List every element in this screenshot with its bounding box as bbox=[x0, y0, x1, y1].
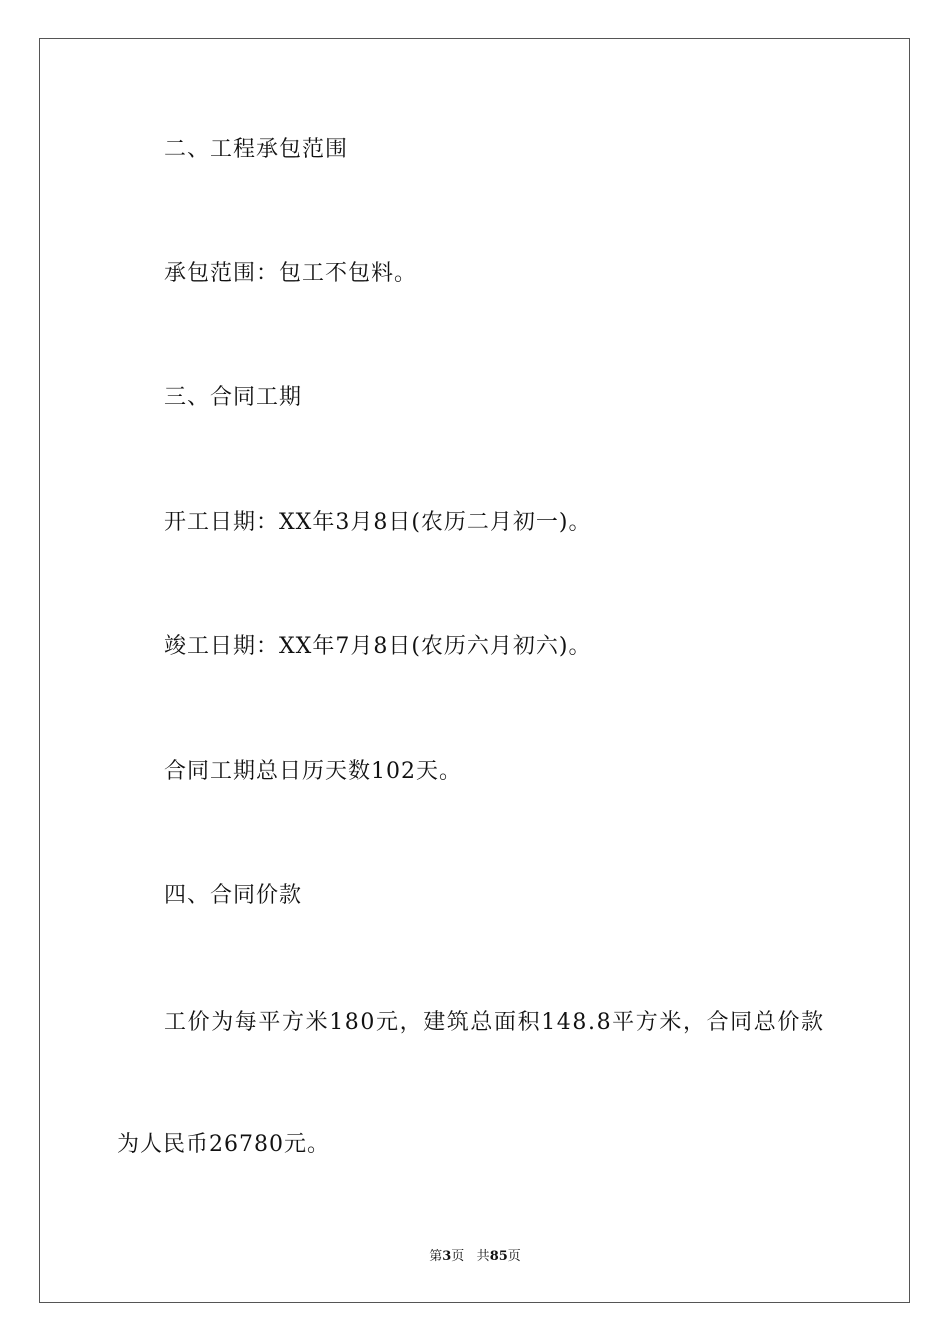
footer-total-prefix: 共 bbox=[476, 1249, 490, 1264]
footer-total-suffix: 页 bbox=[507, 1249, 521, 1264]
section-heading-period: 三、合同工期 bbox=[164, 385, 303, 410]
paragraph-price-line2: 为人民币26780元。 bbox=[117, 1132, 330, 1157]
page-border bbox=[39, 38, 910, 1303]
paragraph-scope: 承包范围：包工不包料。 bbox=[164, 261, 418, 286]
paragraph-price-line1: 工价为每平方米180元，建筑总面积148.8平方米，合同总价款 bbox=[164, 1010, 825, 1035]
paragraph-end-date: 竣工日期：XX年7月8日(农历六月初六)。 bbox=[164, 634, 592, 659]
section-heading-scope: 二、工程承包范围 bbox=[164, 137, 349, 162]
page-footer bbox=[0, 1248, 950, 1266]
footer-page-suffix: 页 bbox=[451, 1249, 465, 1264]
section-heading-price: 四、合同价款 bbox=[164, 883, 303, 908]
footer-page-label: 第 bbox=[429, 1249, 443, 1264]
paragraph-total-days: 合同工期总日历天数102天。 bbox=[164, 759, 462, 784]
footer-total-pages: 85 bbox=[489, 1249, 508, 1264]
footer-current-page: 3 bbox=[442, 1249, 452, 1264]
paragraph-start-date: 开工日期：XX年3月8日(农历二月初一)。 bbox=[164, 510, 592, 535]
